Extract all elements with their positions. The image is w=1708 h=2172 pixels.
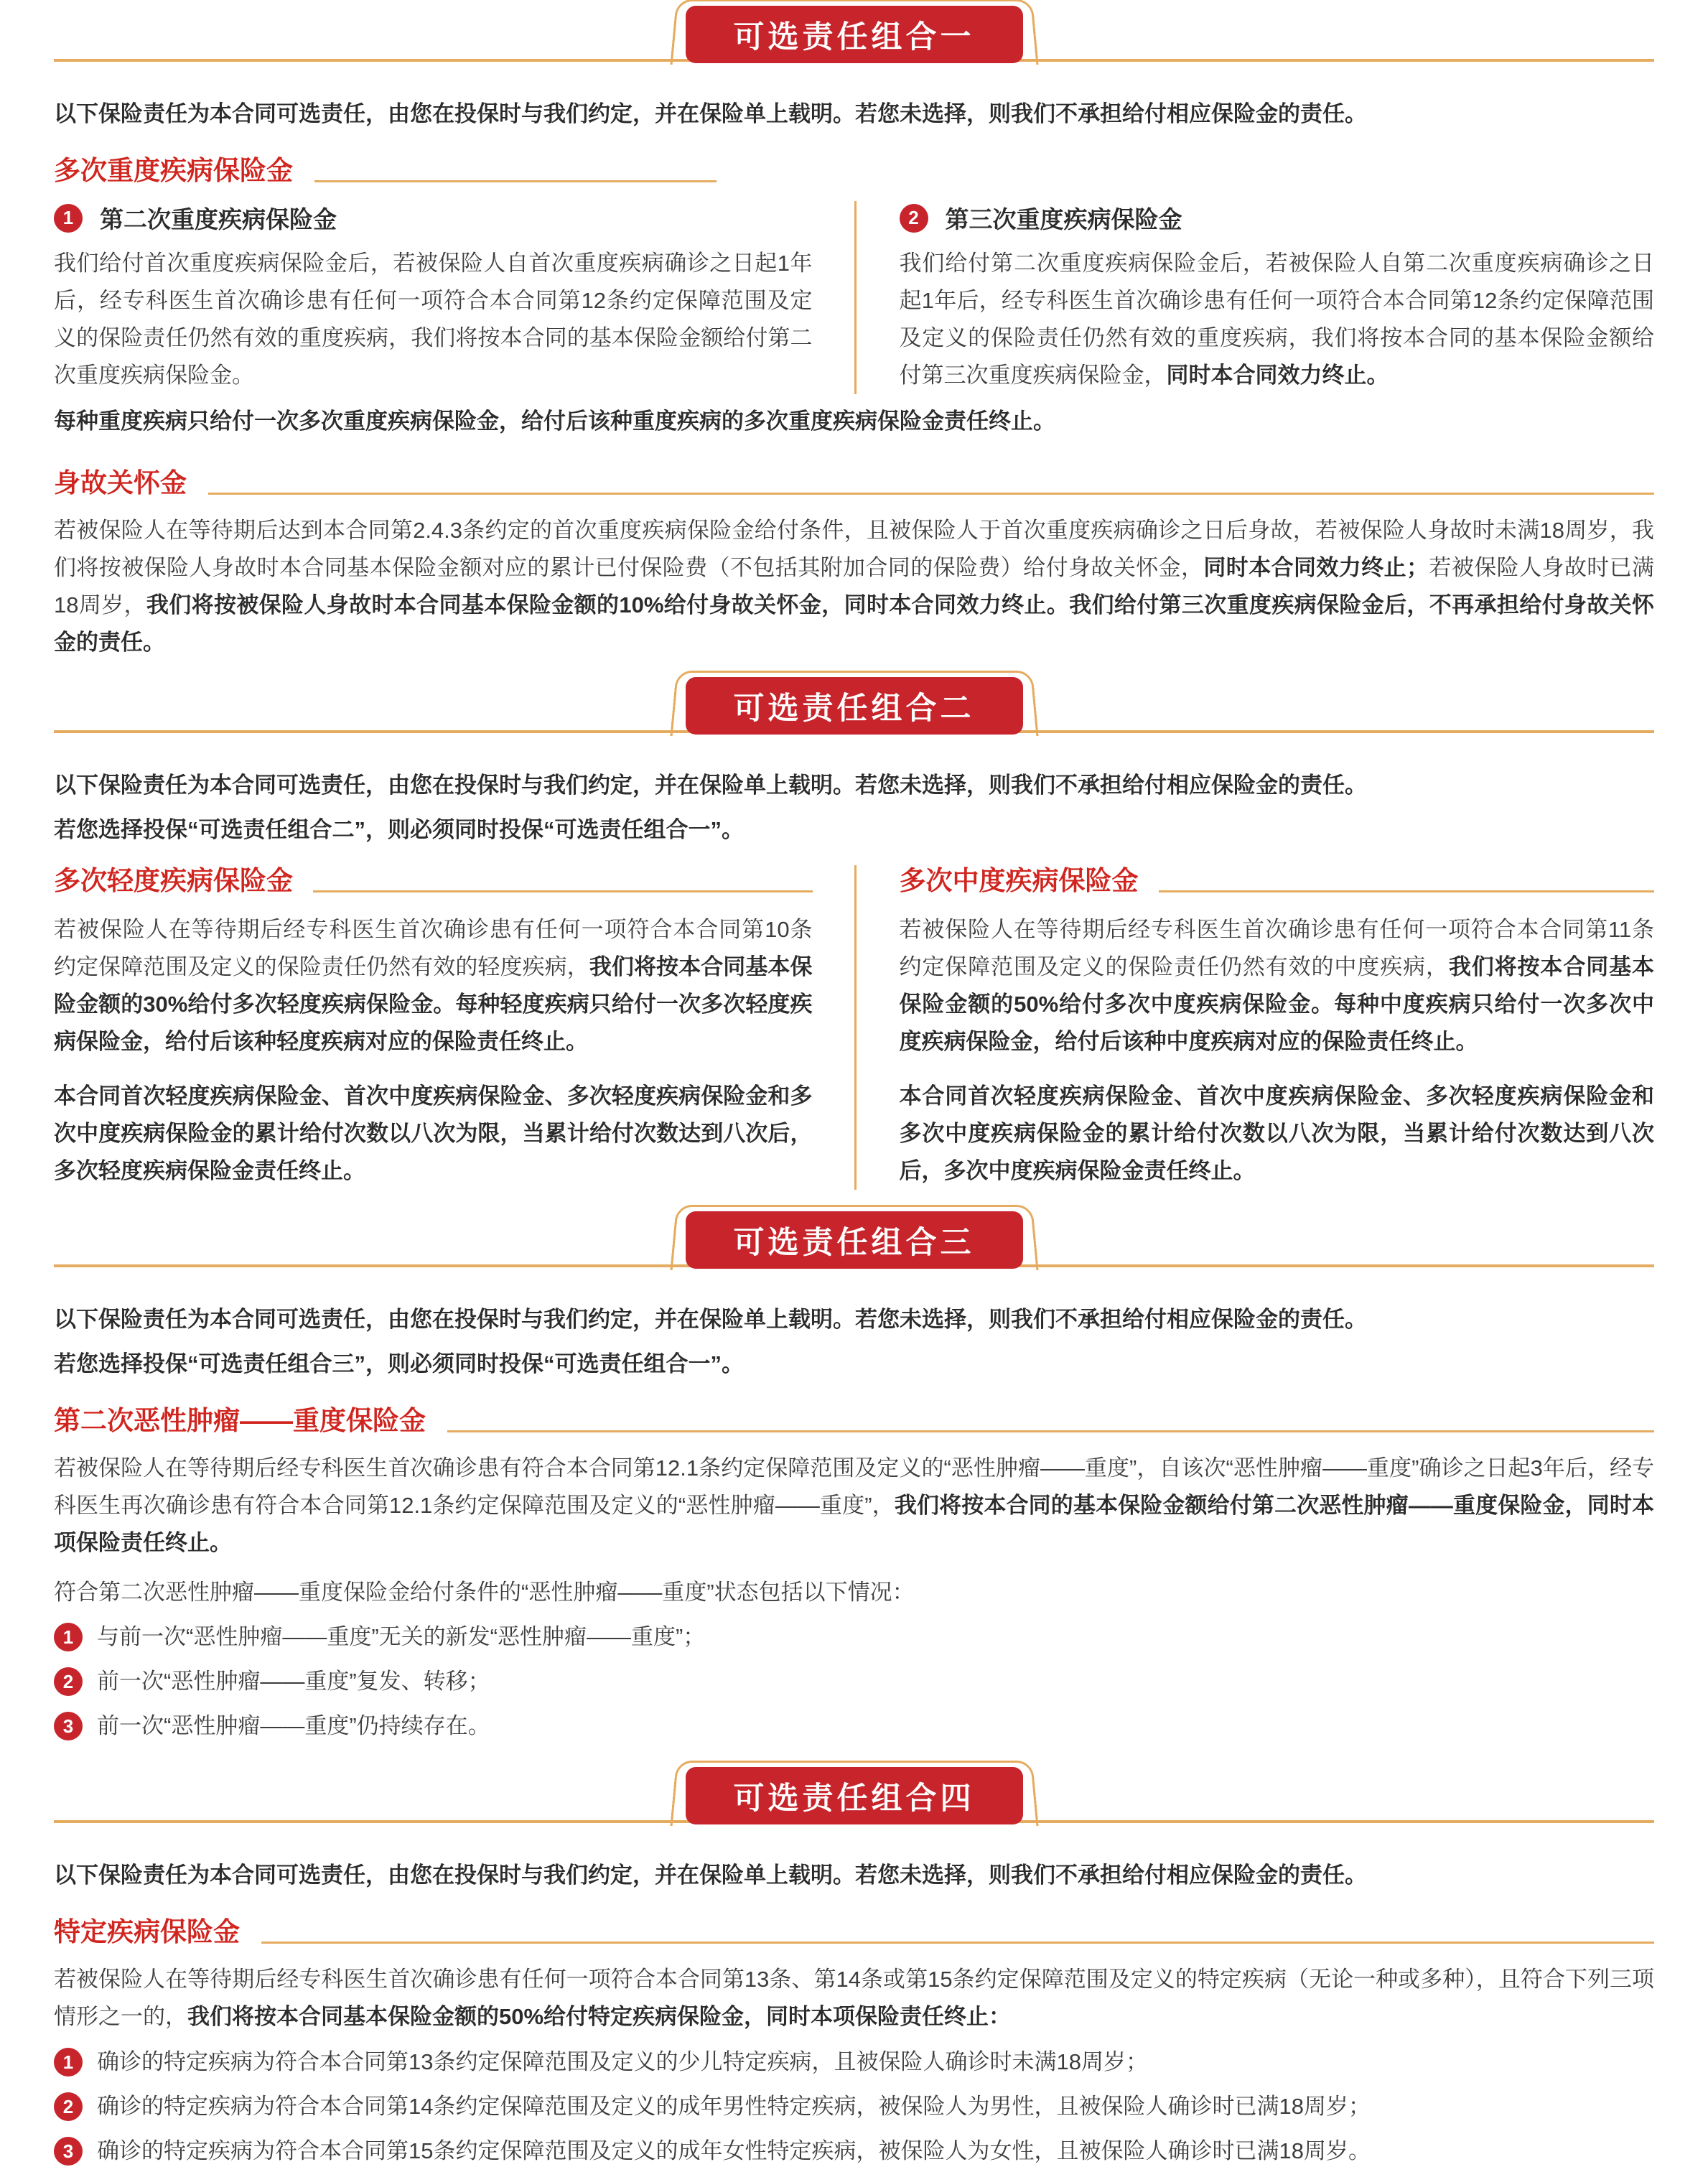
section-banner-3	[686, 1211, 1023, 1269]
heading-rule	[208, 493, 1654, 495]
multi-moderate-paragraph-2: 本合同首次轻度疾病保险金、首次中度疾病保险金、多次轻度疾病保险金和多次中度疾病保险金的累计给付次数以八次为限，当累计给付次数达到八次后，多次中度疾病保险金责任终止。	[899, 1083, 1654, 1183]
heading-text: 特定疾病保险金	[54, 1917, 240, 1947]
death-benefit-paragraph: 若被保险人在等待期后达到本合同第2.4.3条约定的首次重度疾病保险金给付条件，且被保险人于首次重度疾病确诊之日后身故，若被保险人身故时未满18周岁，我们将按被保险人身故时本合同基本保险金额对应的累计已付保险费（不包括其附加合同的保险费）给付身故关怀金，同时本合同效力终止；若被保险人身故时已满18周岁，我们将按被保险人身故时本合同基本保险金额的10%给付身故关怀金，同时本合同效力终止。我们给付第三次重度疾病保险金后，不再承担给付身故关怀金的责任。	[54, 518, 1655, 655]
specific-disease-list	[54, 2044, 1654, 2169]
heading-rule	[447, 1430, 1654, 1432]
section4-intro: 以下保险责任为本合同可选责任，由您在投保时与我们约定，并在保险单上载明。若您未选择，则我们不承担给付相应保险金的责任。	[54, 1863, 1367, 1888]
third-severe-paragraph: 我们给付第二次重度疾病保险金后，若被保险人自第二次重度疾病确诊之日起1年后，经专科医生首次确诊患有任何一项符合本合同第12条约定保障范围及定义的保险责任仍然有效的重度疾病，我们将按本合同的基本保险金额给付第三次重度疾病保险金，同时本合同效力终止。	[899, 251, 1654, 388]
specific-disease-heading	[54, 1916, 1654, 1948]
second-cancer-heading	[54, 1405, 1654, 1437]
heading-text: 多次中度疾病保险金	[899, 866, 1139, 895]
second-cancer-lead: 符合第二次恶性肿瘤——重度保险金给付条件的“恶性肿瘤——重度”状态包括以下情况：	[54, 1580, 915, 1605]
heading-rule	[313, 890, 813, 892]
item-number-badge: 3	[54, 2137, 83, 2166]
section3-intro: 以下保险责任为本合同可选责任，由您在投保时与我们约定，并在保险单上载明。若您未选择，则我们不承担给付相应保险金的责任。	[54, 1307, 1367, 1332]
item-number-badge: 1	[54, 204, 83, 233]
multi-moderate-heading	[900, 865, 1655, 897]
banner-title: 可选责任组合一	[686, 6, 1023, 63]
heading-rule	[261, 1942, 1654, 1944]
third-severe-column	[854, 201, 1655, 394]
list-item-text: 前一次“恶性肿瘤——重度”仍持续存在。	[97, 1713, 490, 1738]
second-severe-item-head	[54, 201, 813, 235]
multi-mild-heading	[54, 865, 813, 897]
second-cancer-list	[54, 1619, 1654, 1744]
item-number-badge: 1	[54, 2048, 83, 2077]
section2-intro2: 若您选择投保“可选责任组合二”，则必须同时投保“可选责任组合一”。	[54, 817, 744, 842]
mild-moderate-columns	[54, 865, 1654, 1190]
list-item	[54, 1708, 1654, 1744]
item-title: 第三次重度疾病保险金	[945, 206, 1182, 233]
second-cancer-paragraph: 若被保险人在等待期后经专科医生首次确诊患有符合本合同第12.1条约定保障范围及定义的“恶性肿瘤——重度”，自该次“恶性肿瘤——重度”确诊之日起3年后，经专科医生再次确诊患有符合本合同第12.1条约定保障范围及定义的“恶性肿瘤——重度”，我们将按本合同的基本保险金额给付第二次恶性肿瘤——重度保险金，同时本项保险责任终止。	[54, 1455, 1654, 1555]
death-benefit-heading	[54, 467, 1654, 499]
section-banner-1	[686, 6, 1023, 63]
item-number-badge: 1	[54, 1623, 83, 1651]
item-title: 第二次重度疾病保险金	[100, 206, 337, 233]
banner-title: 可选责任组合三	[686, 1211, 1023, 1269]
severe-benefit-columns	[54, 201, 1654, 394]
heading-rule	[1159, 890, 1655, 892]
heading-text: 身故关怀金	[54, 468, 187, 498]
item-number-badge: 2	[54, 1667, 83, 1696]
item-number-badge: 3	[54, 1712, 83, 1740]
section-banner-2	[686, 677, 1023, 735]
list-item	[54, 2133, 1654, 2169]
banner-title: 可选责任组合四	[686, 1767, 1023, 1824]
banner-title: 可选责任组合二	[686, 677, 1023, 735]
item-number-badge: 2	[54, 2092, 83, 2121]
list-item	[54, 1619, 1654, 1655]
section-banner-4	[686, 1767, 1023, 1824]
section-banner-row-2	[54, 671, 1654, 735]
heading-text: 多次轻度疾病保险金	[54, 866, 293, 895]
severe-benefit-note: 每种重度疾病只给付一次多次重度疾病保险金，给付后该种重度疾病的多次重度疾病保险金责任终止。	[54, 409, 1055, 434]
section2-intro: 以下保险责任为本合同可选责任，由您在投保时与我们约定，并在保险单上载明。若您未选择，则我们不承担给付相应保险金的责任。	[54, 773, 1367, 798]
multi-mild-paragraph-1: 若被保险人在等待期后经专科医生首次确诊患有任何一项符合本合同第10条约定保障范围及定义的保险责任仍然有效的轻度疾病，我们将按本合同基本保险金额的30%给付多次轻度疾病保险金。每种轻度疾病只给付一次多次轻度疾病保险金，给付后该种轻度疾病对应的保险责任终止。	[54, 917, 813, 1054]
multi-moderate-paragraph-1: 若被保险人在等待期后经专科医生首次确诊患有任何一项符合本合同第11条约定保障范围及定义的保险责任仍然有效的中度疾病，我们将按本合同基本保险金额的50%给付多次中度疾病保险金。每种中度疾病只给付一次多次中度疾病保险金，给付后该种中度疾病对应的保险责任终止。	[899, 917, 1654, 1054]
list-item-text: 前一次“恶性肿瘤——重度”复发、转移；	[97, 1669, 490, 1694]
list-item	[54, 2089, 1654, 2125]
specific-disease-paragraph: 若被保险人在等待期后经专科医生首次确诊患有任何一项符合本合同第13条、第14条或第15条约定保障范围及定义的特定疾病（无论一种或多种），且符合下列三项情形之一的，我们将按本合同基本保险金额的50%给付特定疾病保险金，同时本项保险责任终止：	[54, 1967, 1654, 2029]
multi-moderate-column	[854, 865, 1655, 1190]
section1-intro: 以下保险责任为本合同可选责任，由您在投保时与我们约定，并在保险单上载明。若您未选择，则我们不承担给付相应保险金的责任。	[54, 101, 1367, 126]
multi-mild-column	[54, 865, 854, 1190]
third-severe-item-head	[900, 201, 1655, 235]
heading-rule	[314, 180, 717, 182]
second-severe-paragraph: 我们给付首次重度疾病保险金后，若被保险人自首次重度疾病确诊之日起1年后，经专科医生首次确诊患有任何一项符合本合同第12条约定保障范围及定义的保险责任仍然有效的重度疾病，我们将按本合同的基本保险金额给付第二次重度疾病保险金。	[54, 251, 813, 388]
multi-mild-paragraph-2: 本合同首次轻度疾病保险金、首次中度疾病保险金、多次轻度疾病保险金和多次中度疾病保险金的累计给付次数以八次为限，当累计给付次数达到八次后，多次轻度疾病保险金责任终止。	[54, 1083, 813, 1183]
section-banner-row-1	[54, 0, 1654, 63]
section-banner-row-4	[54, 1761, 1654, 1824]
heading-text: 多次重度疾病保险金	[54, 156, 293, 185]
multi-severe-heading	[54, 155, 1654, 187]
list-item	[54, 2044, 1654, 2080]
list-item-text: 确诊的特定疾病为符合本合同第14条约定保障范围及定义的成年男性特定疾病，被保险人为男性，且被保险人确诊时已满18周岁；	[97, 2094, 1371, 2119]
section-banner-row-3	[54, 1206, 1654, 1269]
list-item-text: 确诊的特定疾病为符合本合同第13条约定保障范围及定义的少儿特定疾病，且被保险人确诊时未满18周岁；	[97, 2049, 1148, 2074]
heading-text: 第二次恶性肿瘤——重度保险金	[54, 1406, 426, 1435]
list-item	[54, 1664, 1654, 1700]
list-item-text: 确诊的特定疾病为符合本合同第15条约定保障范围及定义的成年女性特定疾病，被保险人为女性，且被保险人确诊时已满18周岁。	[97, 2138, 1371, 2163]
item-number-badge: 2	[900, 204, 928, 233]
list-item-text: 与前一次“恶性肿瘤——重度”无关的新发“恶性肿瘤——重度”；	[97, 1624, 706, 1649]
second-severe-column	[54, 201, 854, 394]
section3-intro2: 若您选择投保“可选责任组合三”，则必须同时投保“可选责任组合一”。	[54, 1351, 744, 1376]
